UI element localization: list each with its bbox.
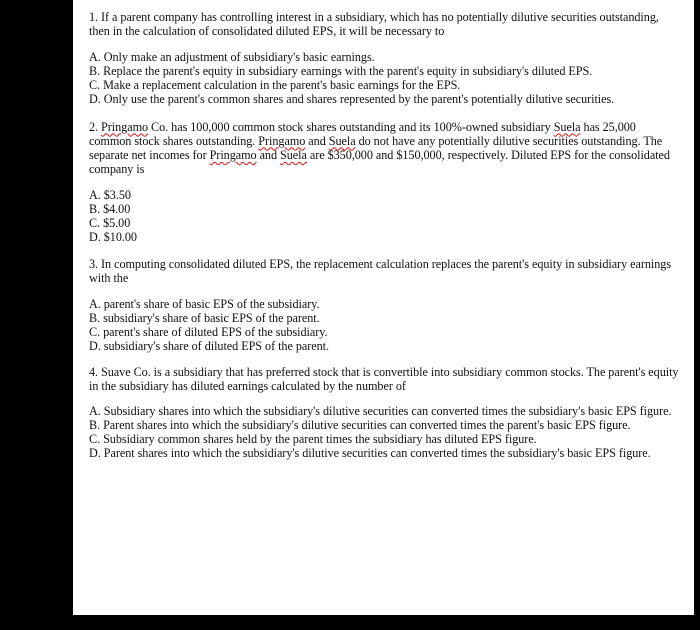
question-4-options	[89, 404, 680, 460]
question-4-option-c: C. Subsidiary common shares held by the parent times the subsidiary has diluted EPS figure.	[89, 432, 537, 447]
spellcheck-word: Pringamo	[101, 119, 149, 134]
question-2-text-part: and	[305, 133, 329, 148]
question-1-option-d: D. Only use the parent's common shares and shares represented by the parent's potentially dilutive securities.	[89, 92, 615, 107]
question-2-text-part: are $350,000 and $150,000, respectively. Diluted EPS for the consolidated company is	[89, 147, 670, 176]
question-2-text	[89, 120, 680, 176]
question-2-option-a: A. $3.50	[89, 187, 131, 202]
question-2	[89, 120, 680, 245]
spellcheck-word: Pringamo	[258, 133, 306, 148]
spellcheck-word: Suela	[328, 133, 356, 148]
question-3-text: 3. In computing consolidated diluted EPS, the replacement calculation replaces the parent's equity in subsidiary earnings with the	[89, 257, 671, 286]
question-1-option-b: B. Replace the parent's equity in subsidiary earnings with the parent's equity in subsidiary's diluted EPS.	[89, 64, 593, 79]
question-3-options	[89, 297, 680, 353]
question-2-option-d: D. $10.00	[89, 230, 137, 245]
question-1-option-a: A. Only make an adjustment of subsidiary's basic earnings.	[89, 50, 375, 65]
question-2-option-b: B. $4.00	[89, 202, 131, 217]
question-2-text-part: do not have any potentially dilutive securities outstanding. The separate net incomes for	[89, 133, 663, 162]
question-4-option-a: A. Subsidiary shares into which the subsidiary's dilutive securities can converted times the subsidiary's basic EPS figure.	[89, 404, 672, 419]
question-3	[89, 257, 680, 353]
question-4-option-d: D. Parent shares into which the subsidiary's dilutive securities can converted times the subsidiary's basic EPS figure.	[89, 446, 651, 461]
question-4	[89, 365, 680, 461]
question-4-option-b: B. Parent shares into which the subsidiary's dilutive securities can converted times the parent's basic EPS figure.	[89, 418, 631, 433]
question-3-option-b: B. subsidiary's share of basic EPS of the parent.	[89, 310, 320, 325]
question-2-text-part: has 25,000 common stock shares outstanding.	[89, 119, 636, 148]
question-4-text: 4. Suave Co. is a subsidiary that has preferred stock that is convertible into subsidiary common stocks. The parent's equity in the subsidiary has diluted earnings calculated by the number of	[89, 364, 679, 393]
spellcheck-word: Suela	[280, 147, 307, 162]
question-2-option-c: C. $5.00	[89, 216, 131, 231]
question-3-option-c: C. parent's share of diluted EPS of the subsidiary.	[89, 324, 328, 339]
question-2-text-part: 2.	[89, 119, 102, 134]
spellcheck-word: Suela	[553, 119, 581, 134]
question-1-text: 1. If a parent company has controlling interest in a subsidiary, which has no potentially dilutive securities outstanding, then in the calculation of consolidated diluted EPS, it will be necessary to	[89, 10, 659, 39]
document-page	[73, 0, 694, 615]
question-2-text-part: and	[256, 147, 281, 162]
spellcheck-word: Pringamo	[209, 147, 257, 162]
question-2-options	[89, 188, 680, 244]
question-2-text-part: Co. has 100,000 common stock shares outstanding and its 100%-owned subsidiary	[148, 119, 554, 134]
question-3-option-a: A. parent's share of basic EPS of the subsidiary.	[89, 296, 320, 311]
question-1-option-c: C. Make a replacement calculation in the parent's basic earnings for the EPS.	[89, 78, 461, 93]
question-1	[89, 10, 680, 107]
question-3-option-d: D. subsidiary's share of diluted EPS of the parent.	[89, 338, 329, 353]
question-1-options	[89, 50, 680, 106]
